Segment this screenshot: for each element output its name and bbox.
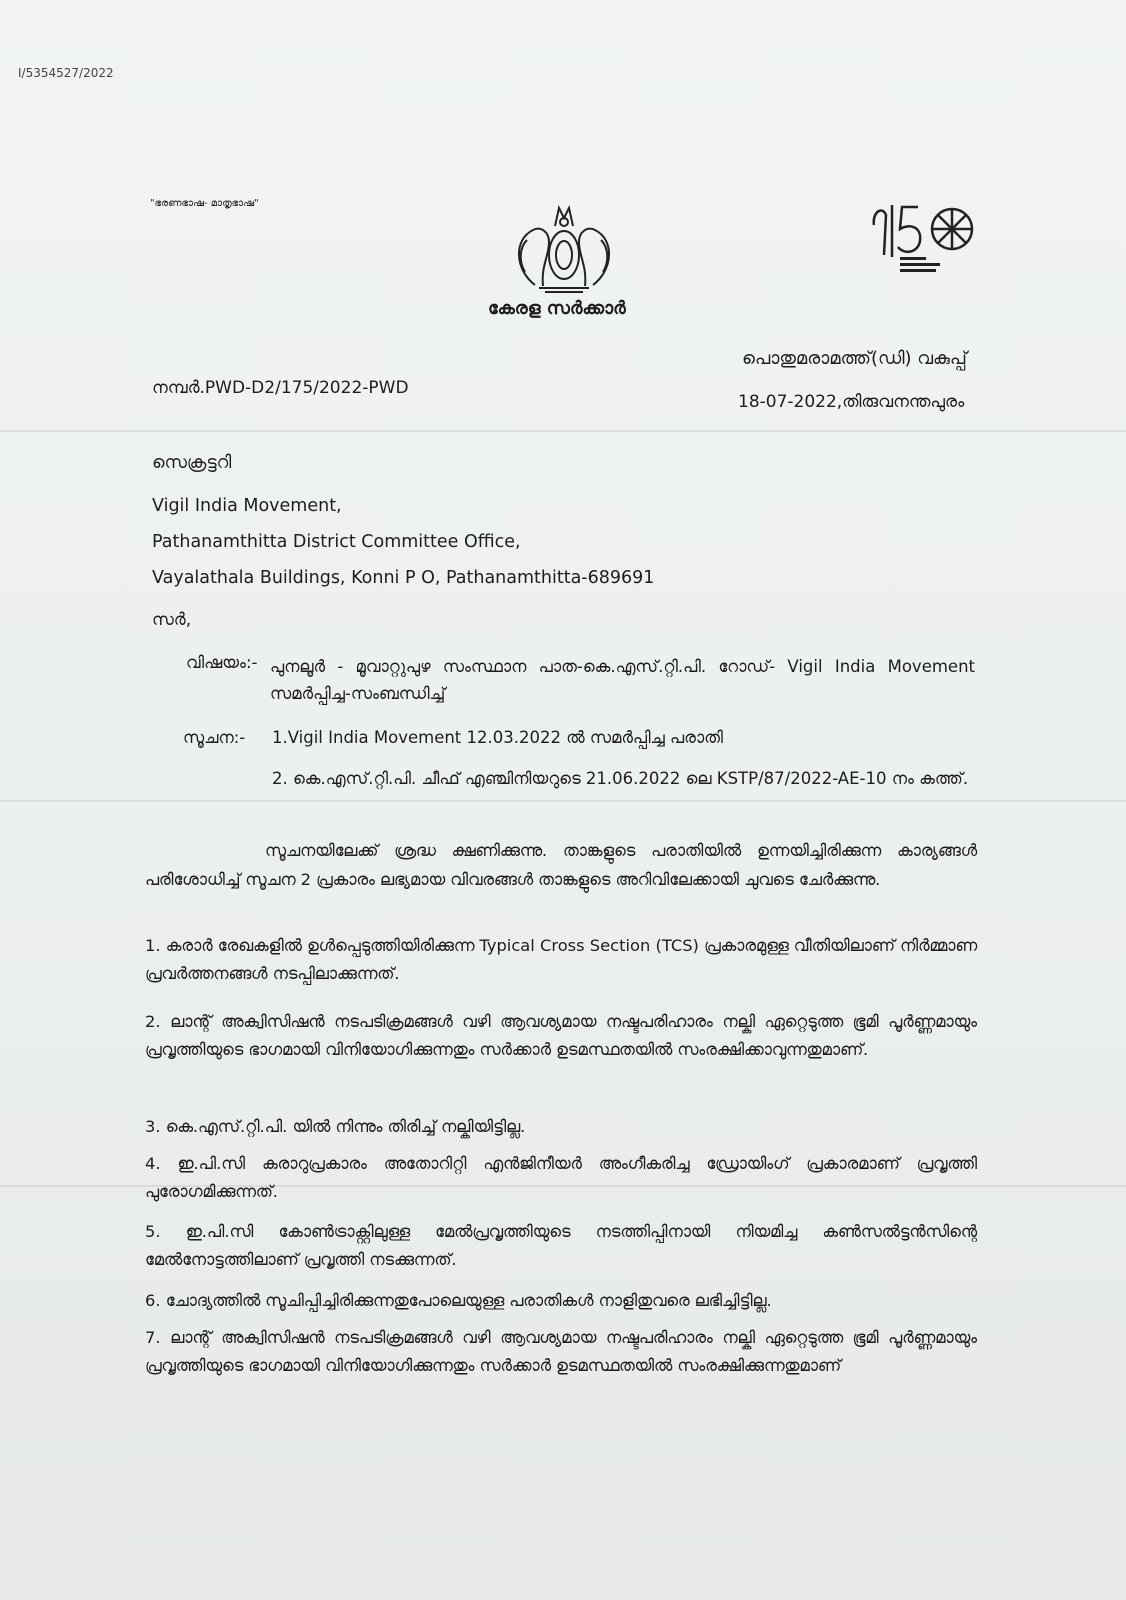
point-item: 4. ഇ.പി.സി കരാറുപ്രകാരം അതോറിറ്റി എൻജിനീയർ അംഗീകരിച്ച ഡ്രോയിംഗ് പ്രകാരമാണ് പ്രവൃത്തി പുരോഗമിക്കുന്നത്.: [145, 1154, 977, 1201]
recipient-address-line: Vayalathala Buildings, Konni P O, Pathanamthitta-689691: [152, 568, 655, 588]
recipient-address-line: Vigil India Movement,: [152, 496, 342, 516]
point-item: 2. ലാന്റ് അക്വിസിഷൻ നടപടിക്രമങ്ങൾ വഴി ആവശ്യമായ നഷ്ടപരിഹാരം നല്കി ഏറ്റെടുത്ത ഭൂമി പൂർണ്ണമായും പ്രവൃത്തിയുടെ ഭാഗമായി വിനിയോഗിക്കുന്നതും സർക്കാർ ഉടമസ്ഥതയിൽ സംരക്ഷിക്കാവുന്നതുമാണ്.: [145, 1012, 977, 1059]
reference-label: സൂചന:-: [183, 728, 246, 747]
paper-fold-line: [0, 800, 1126, 802]
subject-text: പുനലൂർ - മൂവാറ്റുപുഴ സംസ്ഥാന പാത-കെ.എസ്.റ്റി.പി. റോഡ്- Vigil India Movement സമർപ്പിച്ച-സംബന്ധിച്ച്: [270, 657, 975, 703]
point-item: 1. കരാർ രേഖകളിൽ ഉൾപ്പെടുത്തിയിരിക്കുന്ന Typical Cross Section (TCS) പ്രകാരമുള്ള വീതിയിലാണ് നിർമ്മാണ പ്രവർത്തനങ്ങൾ നടപ്പിലാക്കുന്നത്.: [145, 936, 977, 983]
recipient-address-line: Pathanamthitta District Committee Office,: [152, 532, 521, 552]
point-item: 3. കെ.എസ്.റ്റി.പി. യിൽ നിന്നും തിരിച്ച് നല്കിയിട്ടില്ല.: [145, 1117, 526, 1136]
recipient-designation: സെക്രട്ടറി: [152, 453, 232, 473]
letter-date-place: 18-07-2022,തിരുവനന്തപുരം: [738, 392, 965, 412]
point-item: 6. ചോദ്യത്തിൽ സൂചിപ്പിച്ചിരിക്കുന്നതുപോലെയുള്ള പരാതികൾ നാളിതുവരെ ലഭിച്ചിട്ടില്ല.: [145, 1291, 772, 1310]
reference-item: 1.Vigil India Movement 12.03.2022 ൽ സമർപ്പിച്ച പരാതി: [272, 728, 723, 747]
file-reference: I/5354527/2022: [18, 66, 114, 80]
government-name: കേരള സർക്കാർ: [488, 298, 626, 319]
intro-paragraph: സൂചനയിലേക്ക് ശ്രദ്ധ ക്ഷണിക്കുന്നു. താങ്കളുടെ പരാതിയിൽ ഉന്നയിച്ചിരിക്കുന്ന കാര്യങ്ങൾ പരിശോധിച്ച് സൂചന 2 പ്രകാരം ലഭ്യമായ വിവരങ്ങൾ താങ്കളുടെ അറിവിലേക്കായി ചുവടെ ചേർക്കുന്നു.: [145, 841, 977, 889]
point-item: 7. ലാന്റ് അക്വിസിഷൻ നടപടിക്രമങ്ങൾ വഴി ആവശ്യമായ നഷ്ടപരിഹാരം നല്കി ഏറ്റെടുത്ത ഭൂമി പൂർണ്ണമായും പ്രവൃത്തിയുടെ ഭാഗമായി വിനിയോഗിക്കുന്നതും സർക്കാർ ഉടമസ്ഥതയിൽ സംരക്ഷിക്കുന്നതുമാണ്: [145, 1328, 977, 1375]
subject-label: വിഷയം:-: [186, 653, 258, 672]
reference-item: 2. കെ.എസ്.റ്റി.പി. ചീഫ് എഞ്ചിനിയറുടെ 21.06.2022 ലെ KSTP/87/2022-AE-10 നം കത്ത്.: [272, 769, 969, 788]
paper-fold-line: [0, 430, 1126, 432]
letter-number: നമ്പർ.PWD-D2/175/2022-PWD: [152, 378, 409, 398]
kerala-emblem-icon: [505, 200, 623, 300]
salutation: സർ,: [152, 610, 192, 630]
gandhi-150-years-badge-icon: [870, 195, 980, 277]
language-motto: "ഭരണഭാഷ- മാതൃഭാഷ": [150, 198, 259, 209]
point-item: 5. ഇ.പി.സി കോൺട്രാക്റ്റിലുള്ള മേൽപ്രവൃത്തിയുടെ നടത്തിപ്പിനായി നിയമിച്ച കൺസൽട്ടൻസിന്റെ മേൽനോട്ടത്തിലാണ് പ്രവൃത്തി നടക്കുന്നത്.: [145, 1222, 977, 1269]
department-name: പൊതുമരാമത്ത്(ഡി) വകുപ്പ്: [742, 348, 967, 369]
